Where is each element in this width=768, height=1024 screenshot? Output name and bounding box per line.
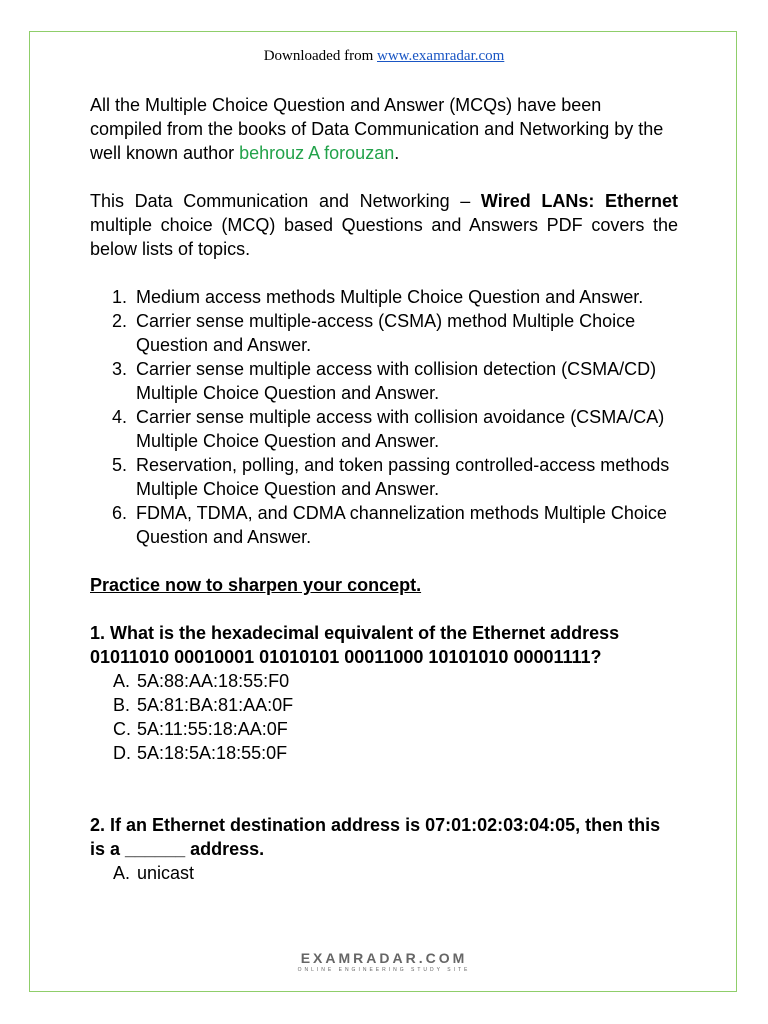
- list-item: 3. Carrier sense multiple access with collision detection (CSMA/CD) Multiple Choice Question and Answer.: [112, 359, 657, 403]
- topic-title: Wired LANs: Ethernet: [480, 191, 678, 211]
- question-2: 2. If an Ethernet destination address is 07:01:02:03:04:05, then this is a ______ address.: [90, 815, 661, 859]
- examradar-link[interactable]: www.examradar.com: [377, 48, 505, 64]
- header-prefix: Downloaded from: [263, 48, 377, 64]
- option-d[interactable]: D. 5A:18:5A:18:55:0F: [113, 743, 288, 763]
- scope-paragraph: This Data Communication and Networking – Wired LANs: Ethernet multiple choice (MCQ) based Questions and Answers PDF covers the below lists of topics.: [90, 191, 678, 259]
- list-item: 4. Carrier sense multiple access with collision avoidance (CSMA/CA) Multiple Choice Question and Answer.: [112, 407, 665, 451]
- list-item: 6. FDMA, TDMA, and CDMA channelization methods Multiple Choice Question and Answer.: [112, 503, 667, 547]
- author-name: behrouz A forouzan: [239, 143, 395, 163]
- question-1-options: [90, 669, 678, 765]
- option-a[interactable]: A. unicast: [113, 863, 195, 883]
- intro-paragraph: All the Multiple Choice Question and Answer (MCQs) have been compiled from the books of Data Communication and Networking by the well known author behrouz A forouzan.: [90, 95, 664, 163]
- option-b[interactable]: B. 5A:81:BA:81:AA:0F: [113, 695, 294, 715]
- brand-name: EXAMRADAR.COM: [300, 950, 468, 966]
- list-item: 2. Carrier sense multiple-access (CSMA) method Multiple Choice Question and Answer.: [112, 311, 636, 355]
- practice-heading: Practice now to sharpen your concept.: [90, 575, 422, 595]
- list-item: 1. Medium access methods Multiple Choice Question and Answer.: [112, 287, 644, 307]
- option-c[interactable]: C. 5A:11:55:18:AA:0F: [113, 719, 288, 739]
- brand-tagline: ONLINE ENGINEERING STUDY SITE: [297, 967, 471, 973]
- list-item: 5. Reservation, polling, and token passing controlled-access methods Multiple Choice Question and Answer.: [112, 455, 670, 499]
- download-header: [0, 48, 768, 65]
- question-2-options: [90, 861, 678, 885]
- option-a[interactable]: A. 5A:88:AA:18:55:F0: [113, 671, 290, 691]
- footer-logo: [0, 950, 768, 973]
- question-1: 1. What is the hexadecimal equivalent of the Ethernet address 01011010 00010001 01010101 00011000 10101010 00001111?: [90, 623, 620, 667]
- document-body: [90, 93, 678, 885]
- topic-list: [90, 285, 678, 549]
